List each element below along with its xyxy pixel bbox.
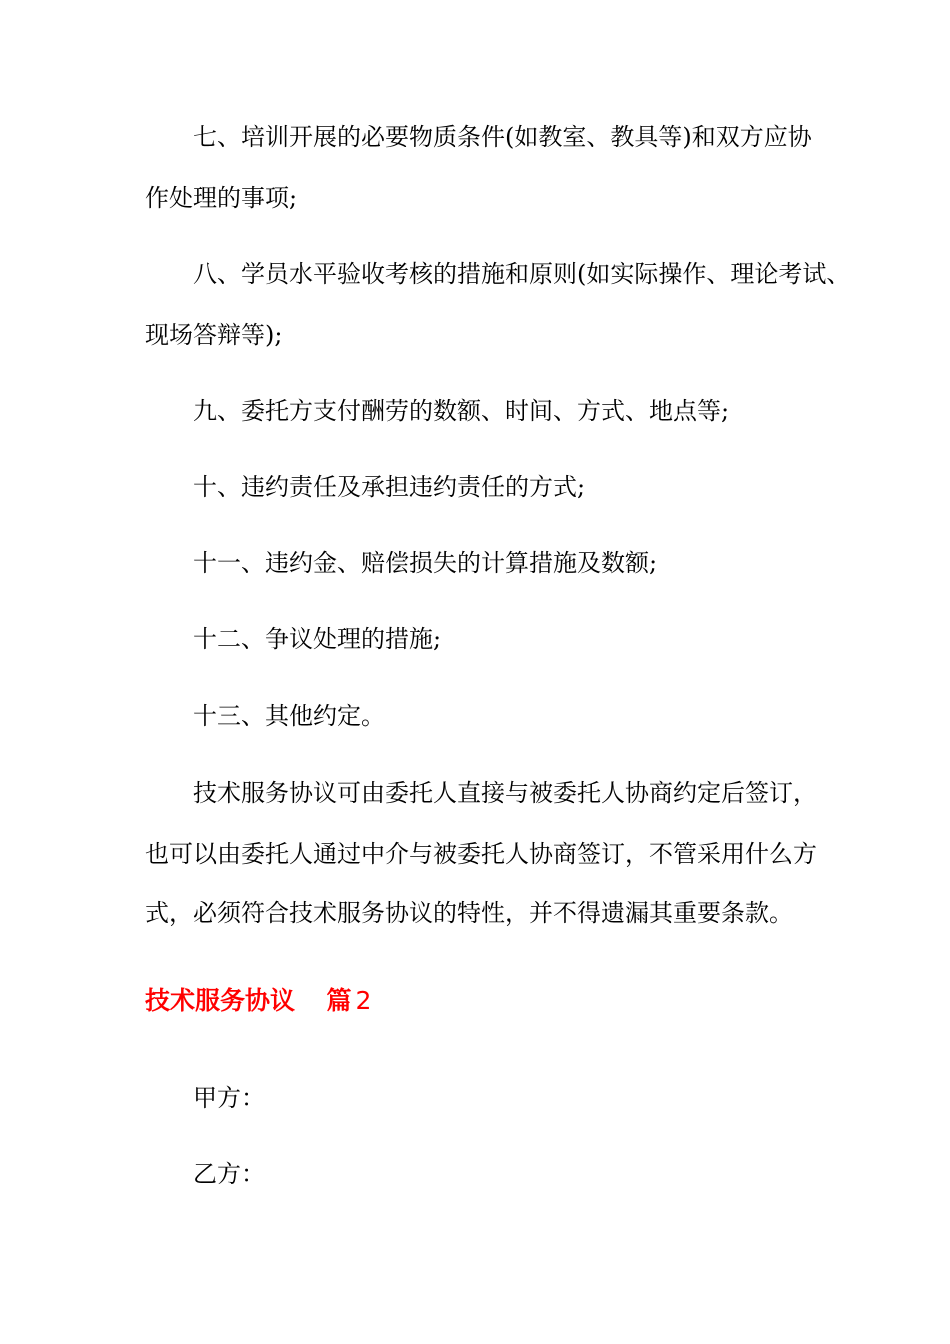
section-heading-number: 2 bbox=[355, 986, 372, 1015]
item-9: 九、委托方支付酬劳的数额、时间、方式、地点等; bbox=[193, 397, 730, 425]
item-8-line-2: 现场答辩等); bbox=[145, 321, 283, 349]
summary-line-2: 也可以由委托人通过中介与被委托人协商签订，不管采用什么方 bbox=[145, 840, 817, 868]
section-heading-suffix: 篇 bbox=[326, 986, 352, 1015]
item-8-line-1: 八、学员水平验收考核的措施和原则(如实际操作、理论考试、 bbox=[193, 260, 851, 288]
summary-line-3: 式，必须符合技术服务协议的特性，并不得遗漏其重要条款。 bbox=[145, 899, 793, 927]
section-heading-title: 技术服务协议 bbox=[145, 986, 296, 1015]
item-7-line-1: 七、培训开展的必要物质条件(如教室、教具等)和双方应协 bbox=[193, 123, 812, 151]
item-10: 十、违约责任及承担违约责任的方式; bbox=[193, 473, 586, 501]
item-11: 十一、违约金、赔偿损失的计算措施及数额; bbox=[193, 549, 658, 577]
party-a-label: 甲方： bbox=[193, 1084, 265, 1112]
party-b-label: 乙方： bbox=[193, 1160, 265, 1188]
summary-line-1: 技术服务协议可由委托人直接与被委托人协商约定后签订， bbox=[193, 779, 817, 807]
item-13: 十三、其他约定。 bbox=[193, 702, 385, 730]
section-heading bbox=[145, 985, 371, 1017]
item-7-line-2: 作处理的事项; bbox=[145, 184, 298, 212]
item-12: 十二、争议处理的措施; bbox=[193, 625, 442, 653]
